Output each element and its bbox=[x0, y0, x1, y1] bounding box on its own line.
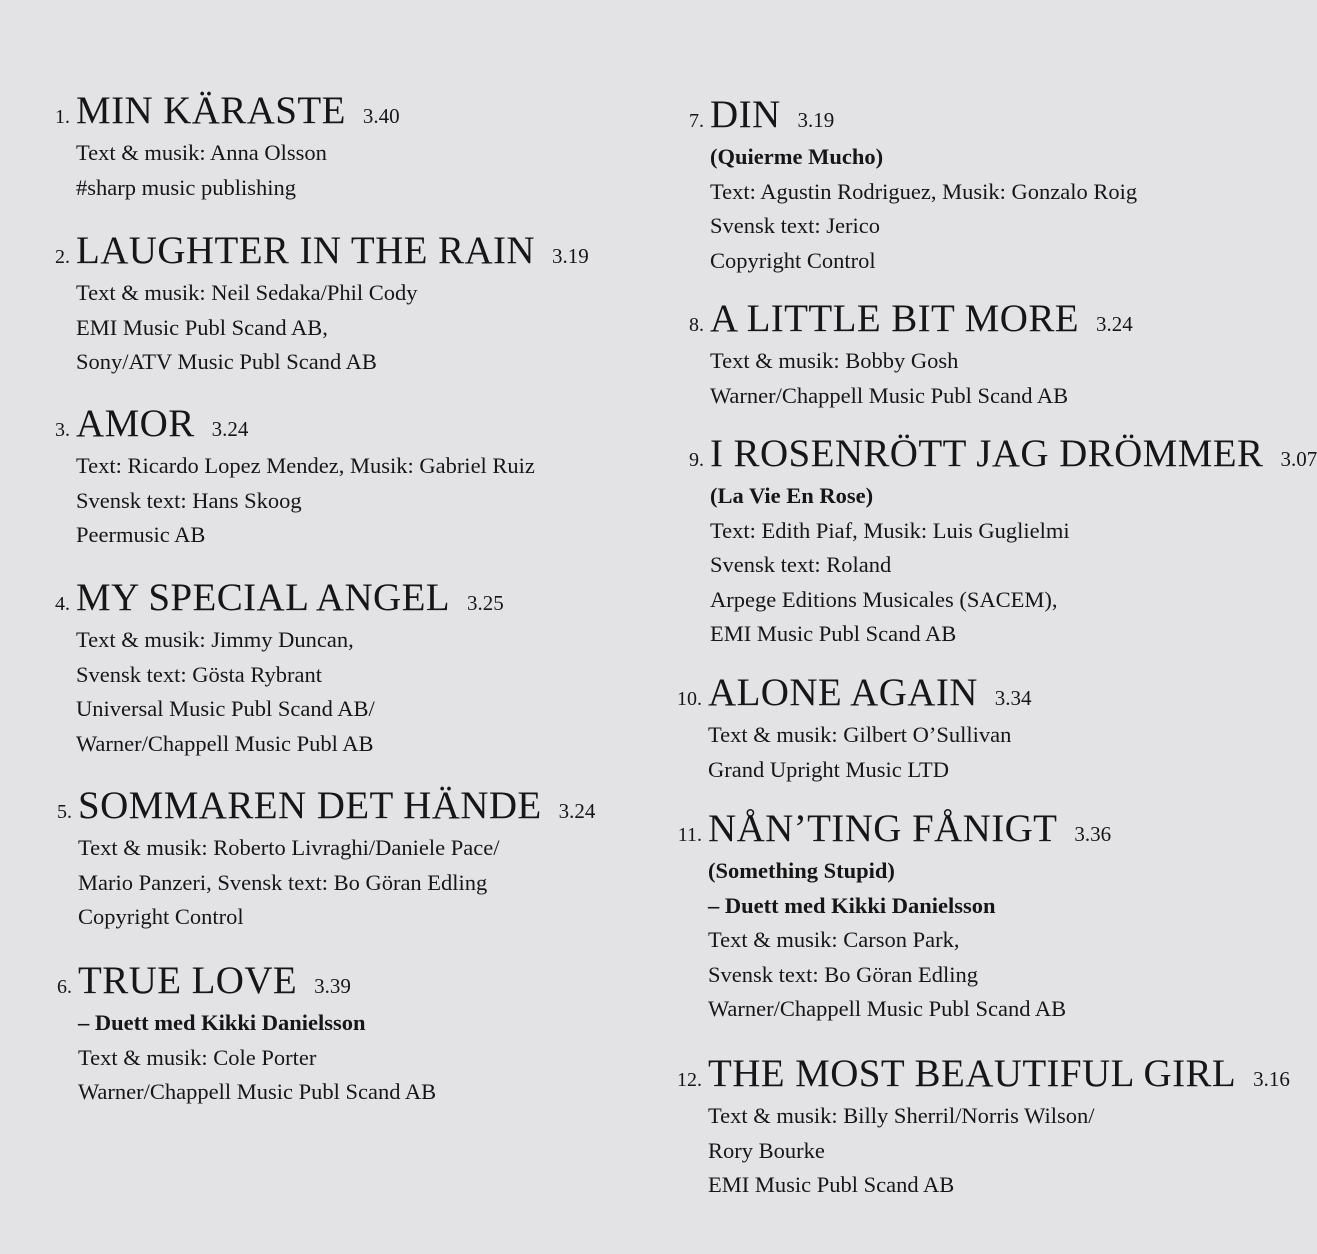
track-credits bbox=[708, 1099, 1290, 1203]
track-title: I ROSENRÖTT JAG DRÖMMER bbox=[710, 432, 1264, 475]
track-entry bbox=[682, 296, 1133, 413]
track-title: NÅN’TING FÅNIGT bbox=[708, 807, 1058, 850]
track-heading bbox=[50, 783, 595, 828]
track-title: MY SPECIAL ANGEL bbox=[76, 576, 451, 619]
credit-line: Arpege Editions Musicales (SACEM), bbox=[710, 586, 1058, 612]
track-entry bbox=[48, 575, 504, 761]
track-number: 1. bbox=[55, 106, 70, 128]
track-number: 10. bbox=[677, 688, 702, 710]
track-number: 9. bbox=[689, 449, 704, 471]
track-title: A LITTLE BIT MORE bbox=[710, 297, 1079, 340]
credit-line: Text: Agustin Rodriguez, Musik: Gonzalo Roig bbox=[710, 178, 1138, 204]
track-heading bbox=[666, 1051, 1290, 1096]
track-credits bbox=[76, 136, 400, 205]
track-duration: 3.34 bbox=[994, 686, 1032, 710]
track-entry bbox=[682, 431, 1317, 652]
track-entry bbox=[48, 401, 535, 553]
credit-line: Copyright Control bbox=[710, 247, 876, 273]
track-number: 2. bbox=[55, 246, 70, 268]
credit-line: Text & musik: Gilbert O’Sullivan bbox=[708, 722, 1012, 747]
track-number: 8. bbox=[689, 314, 704, 336]
credit-line: Mario Panzeri, Svensk text: Bo Göran Edling bbox=[78, 869, 488, 895]
track-number: 3. bbox=[55, 419, 70, 441]
track-number: 7. bbox=[689, 110, 704, 132]
track-entry bbox=[50, 783, 595, 935]
credit-line: Text: Edith Piaf, Musik: Luis Guglielmi bbox=[710, 517, 1070, 543]
track-heading bbox=[50, 958, 436, 1003]
track-title: AMOR bbox=[76, 402, 195, 445]
credit-line: EMI Music Publ Scand AB bbox=[708, 1172, 955, 1197]
credit-line: Svensk text: Hans Skoog bbox=[76, 487, 302, 513]
credit-line: Text & musik: Jimmy Duncan, bbox=[76, 627, 354, 652]
credit-line: Text & musik: Bobby Gosh bbox=[710, 348, 959, 373]
track-heading bbox=[682, 431, 1317, 476]
track-title: DIN bbox=[710, 93, 781, 136]
credit-line: Text & musik: Billy Sherril/Norris Wilson/ bbox=[708, 1103, 1095, 1128]
track-heading bbox=[48, 88, 400, 133]
track-title: LAUGHTER IN THE RAIN bbox=[76, 229, 535, 272]
track-heading bbox=[666, 806, 1111, 851]
track-subtitle: (Quierme Mucho) bbox=[710, 144, 884, 169]
track-number: 11. bbox=[677, 824, 702, 846]
track-number: 6. bbox=[57, 976, 72, 998]
track-duration: 3.39 bbox=[314, 974, 351, 998]
track-heading bbox=[48, 228, 589, 273]
track-heading bbox=[48, 575, 504, 620]
credit-line: Warner/Chappell Music Publ Scand AB bbox=[710, 382, 1069, 408]
track-entry bbox=[682, 92, 1137, 278]
credit-line: #sharp music publishing bbox=[76, 174, 296, 200]
track-number: 4. bbox=[55, 593, 70, 615]
credit-line: Copyright Control bbox=[78, 904, 244, 929]
credit-line: Text & musik: Cole Porter bbox=[78, 1044, 317, 1070]
track-credits bbox=[76, 449, 535, 553]
track-entry bbox=[48, 228, 589, 380]
credit-line: Svensk text: Gösta Rybrant bbox=[76, 661, 322, 687]
track-duration: 3.40 bbox=[362, 104, 400, 128]
track-entry bbox=[48, 88, 400, 205]
track-heading bbox=[48, 401, 535, 446]
track-heading bbox=[682, 92, 1137, 137]
credit-line: Warner/Chappell Music Publ Scand AB bbox=[78, 1079, 437, 1104]
track-title: MIN KÄRASTE bbox=[76, 89, 346, 132]
credit-line: EMI Music Publ Scand AB, bbox=[76, 314, 328, 340]
track-title: SOMMAREN DET HÄNDE bbox=[78, 784, 542, 827]
track-credits bbox=[78, 1006, 436, 1110]
track-entry bbox=[666, 670, 1032, 787]
track-title: THE MOST BEAUTIFUL GIRL bbox=[708, 1052, 1237, 1095]
track-credits bbox=[708, 718, 1032, 787]
track-entry bbox=[666, 1051, 1290, 1203]
credit-line: Rory Bourke bbox=[708, 1137, 825, 1163]
credit-line: Peermusic AB bbox=[76, 522, 206, 547]
track-duration: 3.19 bbox=[797, 108, 835, 132]
track-subtitle: – Duett med Kikki Danielsson bbox=[708, 892, 996, 918]
track-duration: 3.36 bbox=[1074, 822, 1112, 846]
track-credits bbox=[710, 140, 1137, 278]
track-credits bbox=[710, 344, 1133, 413]
credit-line: Svensk text: Bo Göran Edling bbox=[708, 961, 978, 987]
track-duration: 3.16 bbox=[1253, 1067, 1290, 1091]
credit-line: Text & musik: Carson Park, bbox=[708, 927, 960, 952]
track-entry bbox=[666, 806, 1111, 1027]
credit-line: Grand Upright Music LTD bbox=[708, 756, 950, 782]
track-credits bbox=[76, 623, 504, 761]
track-number: 5. bbox=[57, 801, 72, 823]
track-credits bbox=[78, 831, 595, 935]
credit-line: Warner/Chappell Music Publ AB bbox=[76, 730, 374, 756]
track-title: ALONE AGAIN bbox=[708, 671, 978, 714]
track-credits bbox=[76, 276, 589, 380]
track-credits bbox=[710, 479, 1317, 652]
track-heading bbox=[666, 670, 1032, 715]
track-heading bbox=[682, 296, 1133, 341]
track-subtitle: (Something Stupid) bbox=[708, 858, 895, 883]
track-subtitle: – Duett med Kikki Danielsson bbox=[78, 1010, 366, 1035]
credit-line: Sony/ATV Music Publ Scand AB bbox=[76, 349, 377, 374]
credit-line: Universal Music Publ Scand AB/ bbox=[76, 696, 375, 721]
credit-line: Text: Ricardo Lopez Mendez, Musik: Gabriel Ruiz bbox=[76, 453, 535, 478]
track-duration: 3.24 bbox=[211, 417, 249, 441]
credit-line: EMI Music Publ Scand AB bbox=[710, 621, 957, 646]
credit-line: Text & musik: Anna Olsson bbox=[76, 140, 327, 165]
track-duration: 3.24 bbox=[1095, 312, 1133, 336]
track-entry bbox=[50, 958, 436, 1110]
track-duration: 3.25 bbox=[467, 591, 504, 615]
credit-line: Text & musik: Roberto Livraghi/Daniele Pace/ bbox=[78, 835, 500, 860]
track-credits bbox=[708, 854, 1111, 1027]
track-number: 12. bbox=[677, 1069, 702, 1091]
credit-line: Svensk text: Roland bbox=[710, 552, 892, 577]
track-duration: 3.07 bbox=[1280, 447, 1317, 471]
credit-line: Warner/Chappell Music Publ Scand AB bbox=[708, 996, 1067, 1021]
track-duration: 3.24 bbox=[558, 799, 596, 823]
track-duration: 3.19 bbox=[551, 244, 589, 268]
track-title: TRUE LOVE bbox=[78, 959, 298, 1002]
track-subtitle: (La Vie En Rose) bbox=[710, 483, 874, 508]
credit-line: Svensk text: Jerico bbox=[710, 213, 880, 238]
credit-line: Text & musik: Neil Sedaka/Phil Cody bbox=[76, 280, 418, 305]
